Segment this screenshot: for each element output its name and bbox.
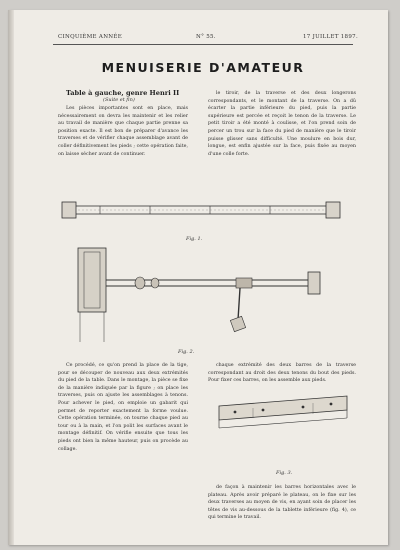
paragraph: Ce procédé, ce qu'on prend la place de la tige, pour se découper de nouveau aux deux extrémités du pied de la table. Dans le montage, la pièce se fixe de la manière indiquée par la figure ; on place les traverses, puis on ajuste les assemblages à tenons. Pour achever le pied, on emploie un gabarit qui permet de reporter exactement la forme voulue. Cette opération terminée, on tourne chaque pied au tour ou à la main, et l'on polit les surfaces avant le montage définitif. On vérifie ensuite que tous les pieds ont bien la même hauteur, puis on procède au collage. — [58, 363, 188, 452]
figure-3-caption: Fig. 3. — [276, 470, 293, 476]
paragraph: le tiroir, de la traverse et des deux longerons correspondants, et le montant de la traverse. On a dû écarter la partie inférieure du pied, puis la partie supérieure est percée et reçoit le tenon de la traverse. Le petit tiroir a été monté à coulisse, et l'on prend soin de percer un trou sur la face du pied de manière que le tiroir puisse glisser sans difficulté. Une moulure en bois dur, longue, est enfin ajustée sur la face, puis fixée au moyen d'une colle forte. — [208, 91, 356, 157]
figure-2-illustration — [60, 242, 356, 350]
header-rule — [53, 44, 353, 45]
article-title: Table à gauche, genre Henri II — [66, 89, 180, 97]
magazine-page — [8, 10, 388, 545]
paragraph: chaque extrémité des deux barres de la traverse correspondant au droit des deux tenons du bout des pieds. Pour fixer ces barres, on les assemble aux pieds. — [208, 363, 356, 384]
header-date: 17 JUILLET 1897. — [302, 34, 358, 40]
section-title: MENUISERIE D'AMATEUR — [101, 60, 305, 75]
text-column-top-left — [58, 105, 188, 187]
text-column-bottom-right-upper — [208, 362, 356, 386]
figure-1-caption: Fig. 1. — [186, 236, 203, 242]
paragraph: de façon à maintenir les barres horizontales avec le plateau. Après avoir préparé le plateau, on le fixe sur les deux traverses au moyen de vis, en ayant soin de placer les têtes de vis au-dessous de la tablette inférieure (fig. 4), ce qui termine le travail. — [208, 485, 356, 521]
header-volume: CINQUIÈME ANNÉE — [58, 34, 123, 40]
paragraph: Les pièces importantes sont en place, mais nécessairement on devra les maintenir et les relier au travail de manière que chaque partie prenne sa position exacte. Il est bon de préparer d'avance les traverses et de vérifier chaque assemblage avant de coller définitivement les pieds ; cette opération faite, on laisse sécher avant de continuer. — [58, 106, 188, 157]
text-column-top-right — [208, 90, 356, 187]
header-issue-number: N° 55. — [196, 34, 216, 40]
text-column-bottom-right-lower — [208, 484, 356, 532]
page-header — [58, 34, 358, 44]
binding-edge — [8, 10, 14, 545]
article-subtitle: (Suite et fin) — [103, 97, 135, 103]
figure-2-caption: Fig. 2. — [178, 349, 195, 355]
figure-1-illustration — [60, 192, 356, 234]
figure-3-illustration — [213, 388, 353, 468]
text-column-bottom-left — [58, 362, 188, 532]
